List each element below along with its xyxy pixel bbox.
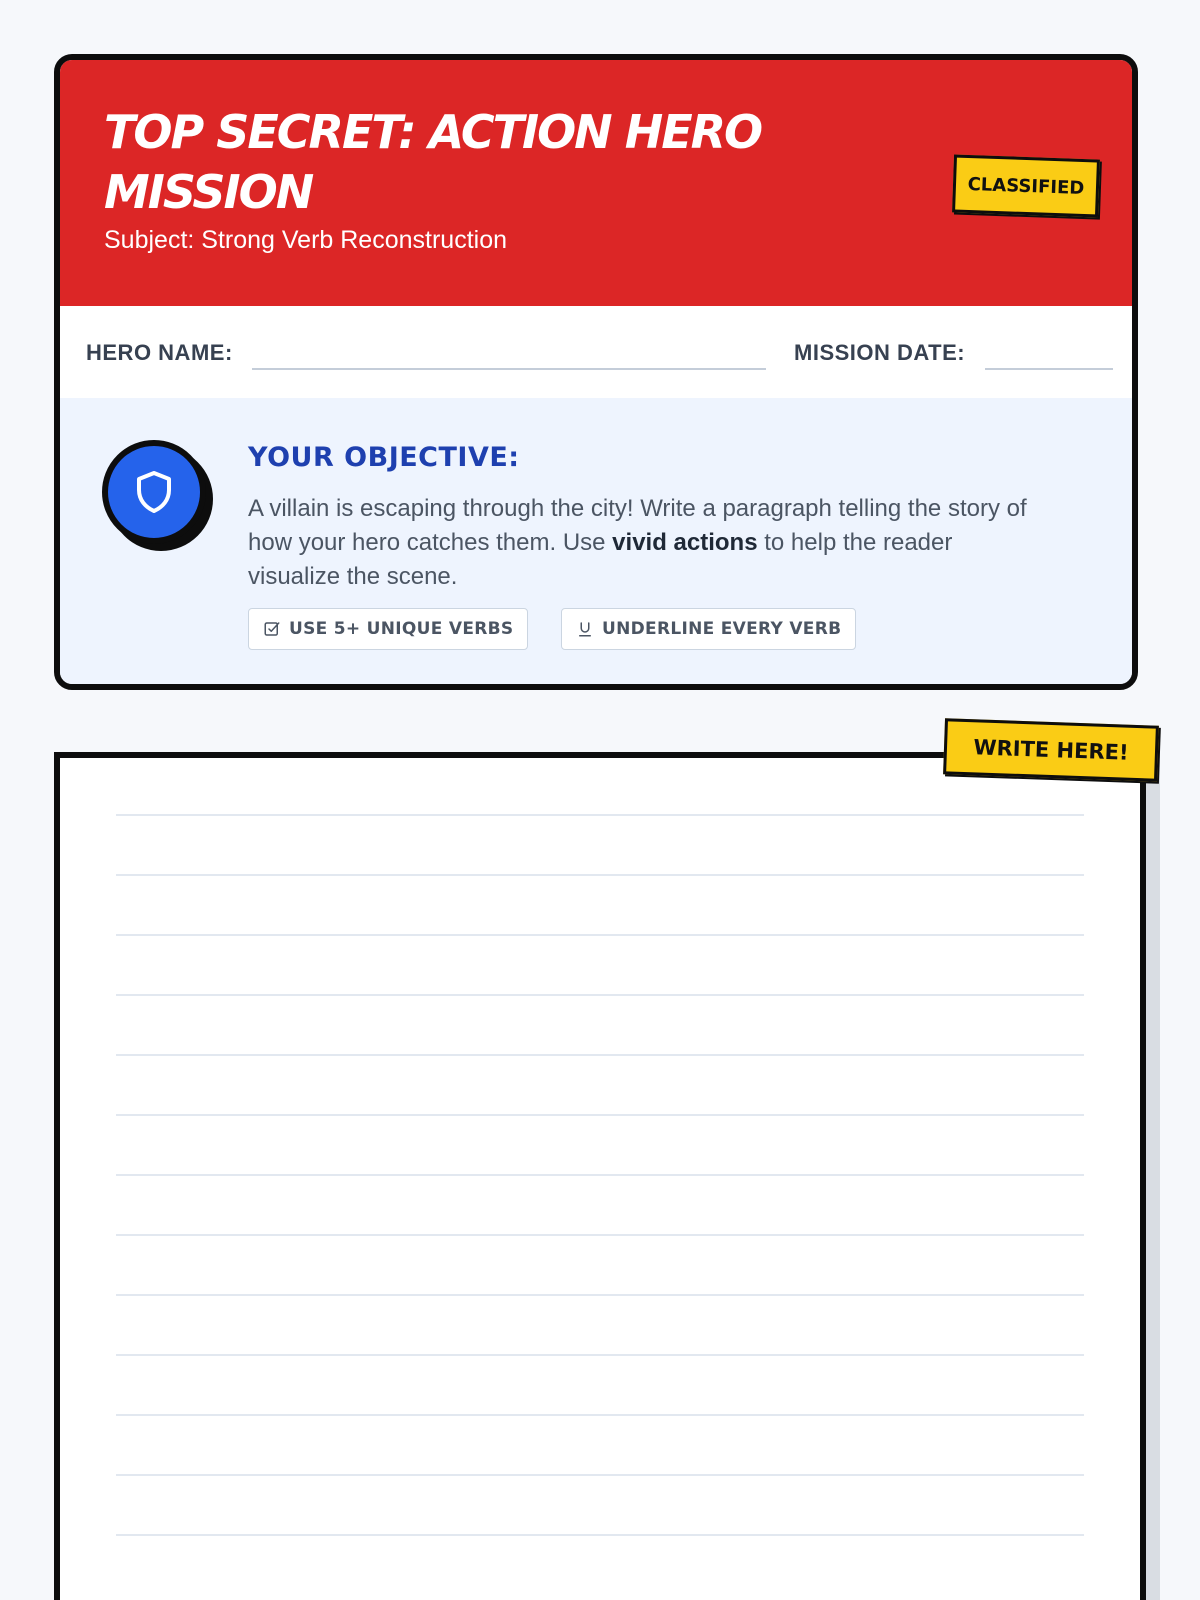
objective-text-emphasis: vivid actions — [612, 529, 758, 556]
underline-icon — [576, 620, 594, 638]
objective-heading: YOUR OBJECTIVE: — [248, 442, 520, 473]
hero-name-field[interactable] — [252, 368, 766, 370]
mission-subtitle: Subject: Strong Verb Reconstruction — [104, 226, 508, 254]
mission-date-label: MISSION DATE: — [794, 340, 966, 365]
ruled-line — [116, 814, 1084, 816]
mission-card — [54, 54, 1138, 690]
ruled-line — [116, 1174, 1084, 1176]
ruled-line — [116, 1534, 1084, 1536]
mission-date-field[interactable] — [985, 368, 1113, 370]
ruled-line — [116, 1354, 1084, 1356]
requirement-tag-verbs — [248, 608, 528, 650]
mission-header — [60, 60, 1132, 306]
classified-stamp: CLASSIFIED — [952, 154, 1100, 217]
ruled-line — [116, 1474, 1084, 1476]
requirement-tag-underline — [561, 608, 856, 650]
objective-panel — [60, 398, 1132, 684]
ruled-line — [116, 994, 1084, 996]
ruled-line — [116, 874, 1084, 876]
ruled-line — [116, 1294, 1084, 1296]
objective-text — [248, 492, 1048, 594]
writing-area[interactable] — [54, 752, 1146, 1600]
mission-fields — [60, 306, 1132, 398]
objective-text-start: A villain is escaping through the city! Write a paragraph telling the story of how your hero catches them. Use — [248, 495, 1027, 556]
checkbox-icon — [263, 620, 281, 638]
objective-text-end: to help the reader visualize the scene. — [248, 529, 953, 590]
requirement-tag-underline-label: UNDERLINE EVERY VERB — [602, 619, 842, 639]
ruled-line — [116, 1114, 1084, 1116]
requirement-tag-verbs-label: USE 5+ UNIQUE VERBS — [289, 619, 514, 639]
shield-icon — [130, 467, 178, 517]
ruled-line — [116, 1414, 1084, 1416]
hero-name-label: HERO NAME: — [86, 340, 233, 365]
ruled-line — [116, 1054, 1084, 1056]
shield-badge — [102, 440, 206, 544]
mission-title: TOP SECRET: ACTION HERO MISSION — [104, 105, 762, 219]
write-here-tag: WRITE HERE! — [943, 718, 1159, 781]
ruled-line — [116, 934, 1084, 936]
ruled-line — [116, 1234, 1084, 1236]
